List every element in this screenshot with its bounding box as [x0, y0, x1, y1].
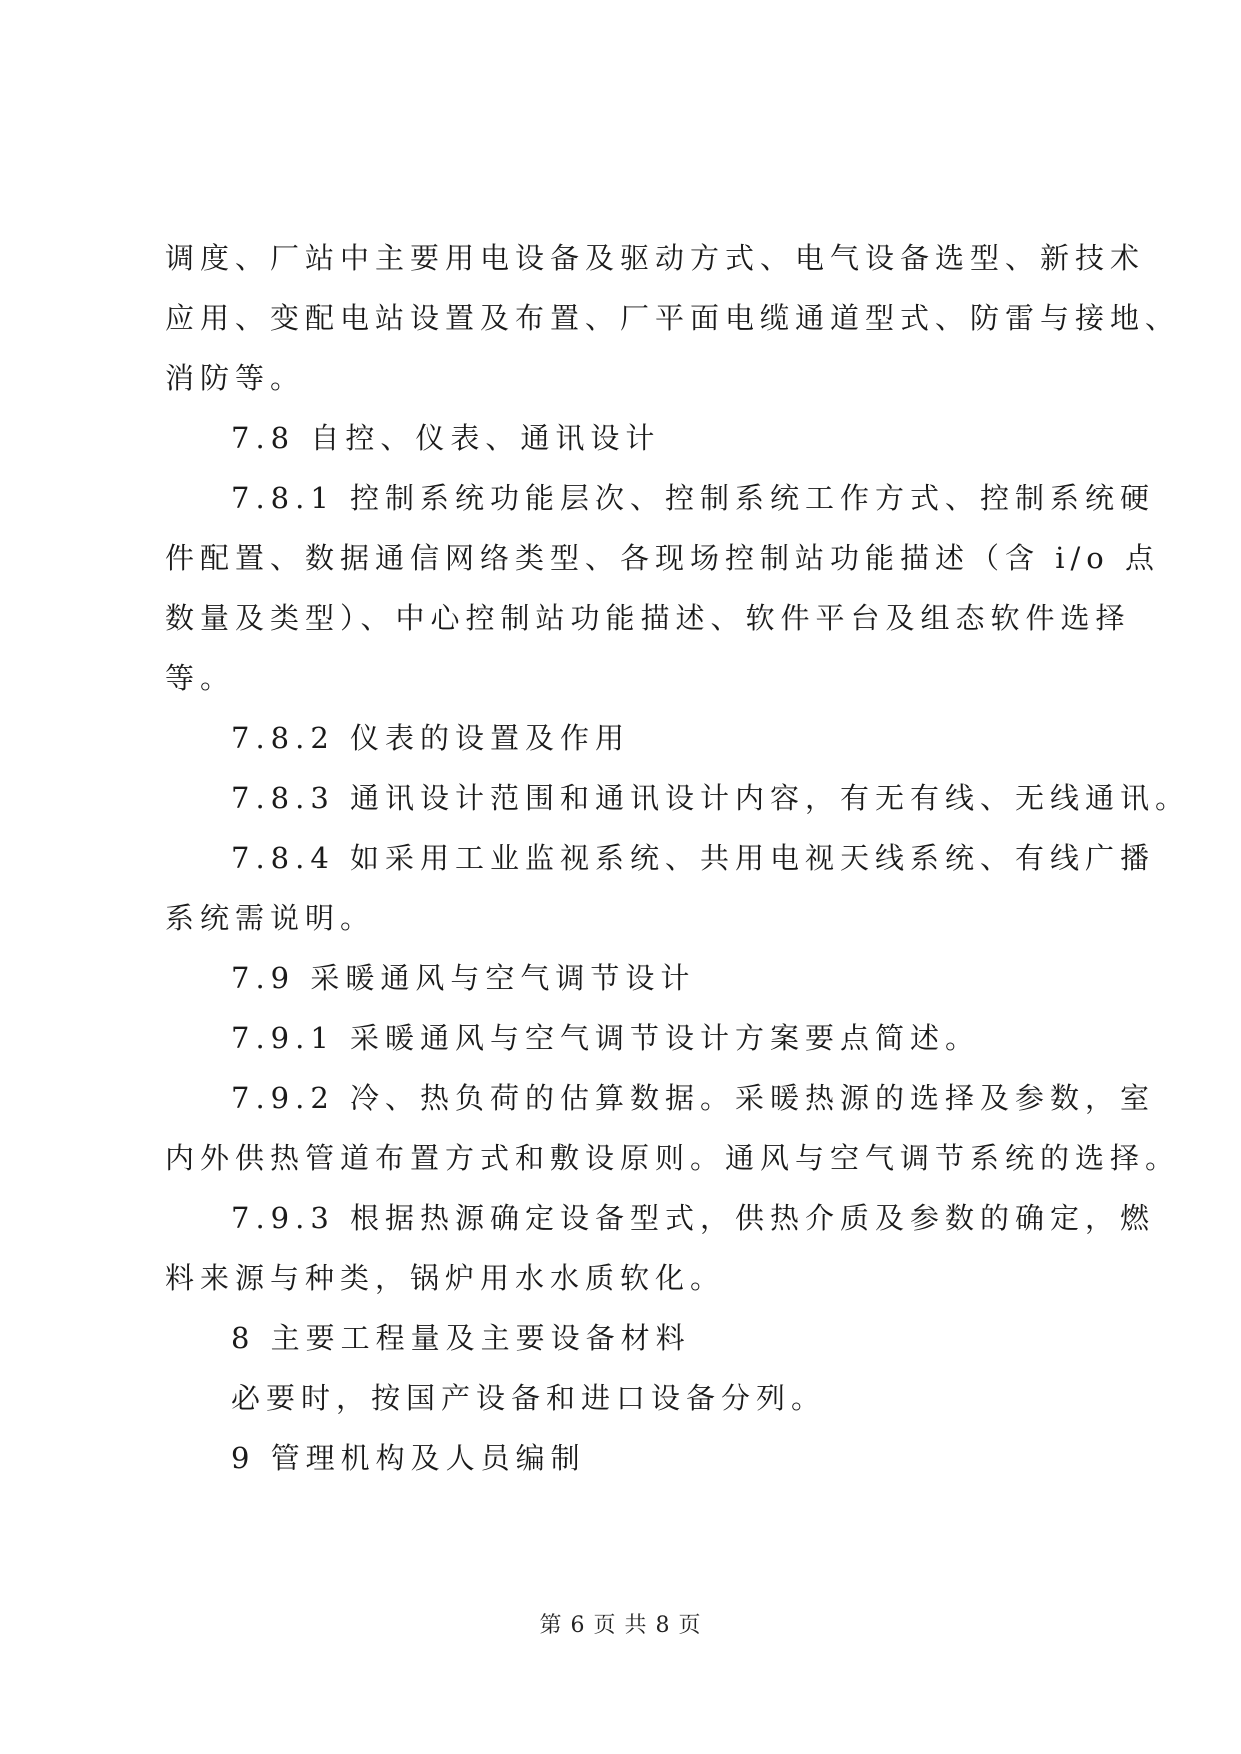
document-body: [165, 228, 1191, 1488]
text-line: 7.9.2 冷、热负荷的估算数据。采暖热源的选择及参数，室: [231, 1081, 1156, 1115]
text-line: 消防等。: [165, 361, 306, 395]
text-line: 必要时，按国产设备和进口设备分列。: [231, 1381, 827, 1415]
text-line: 8 主要工程量及主要设备材料: [231, 1321, 691, 1355]
text-line: 7.9.3 根据热源确定设备型式，供热介质及参数的确定，燃: [231, 1201, 1156, 1235]
page-footer: 第 6 页 共 8 页: [539, 1613, 702, 1638]
text-line: 内外供热管道布置方式和敷设原则。通风与空气调节系统的选择。: [165, 1141, 1181, 1175]
text-line: 件配置、数据通信网络类型、各现场控制站功能描述（含 i/o 点: [165, 541, 1160, 575]
text-line: 7.8.3 通讯设计范围和通讯设计内容，有无有线、无线通讯。: [231, 781, 1191, 815]
text-line: 料来源与种类，锅炉用水水质软化。: [165, 1261, 726, 1295]
text-line: 数量及类型）、中心控制站功能描述、软件平台及组态软件选择: [165, 601, 1131, 635]
text-line: 7.9.1 采暖通风与空气调节设计方案要点简述。: [231, 1021, 981, 1055]
text-line: 系统需说明。: [165, 901, 376, 935]
text-line: 7.8.2 仪表的设置及作用: [231, 721, 631, 755]
text-line: 调度、厂站中主要用电设备及驱动方式、电气设备选型、新技术: [165, 241, 1146, 275]
text-line: 等。: [165, 661, 236, 695]
text-line: 应用、变配电站设置及布置、厂平面电缆通道型式、防雷与接地、: [165, 301, 1181, 335]
text-line: 7.8 自控、仪表、通讯设计: [231, 421, 661, 455]
text-line: 9 管理机构及人员编制: [231, 1441, 586, 1475]
text-line: 7.8.1 控制系统功能层次、控制系统工作方式、控制系统硬: [231, 481, 1156, 515]
text-line: 7.9 采暖通风与空气调节设计: [231, 961, 696, 995]
text-line: 7.8.4 如采用工业监视系统、共用电视天线系统、有线广播: [231, 841, 1156, 875]
